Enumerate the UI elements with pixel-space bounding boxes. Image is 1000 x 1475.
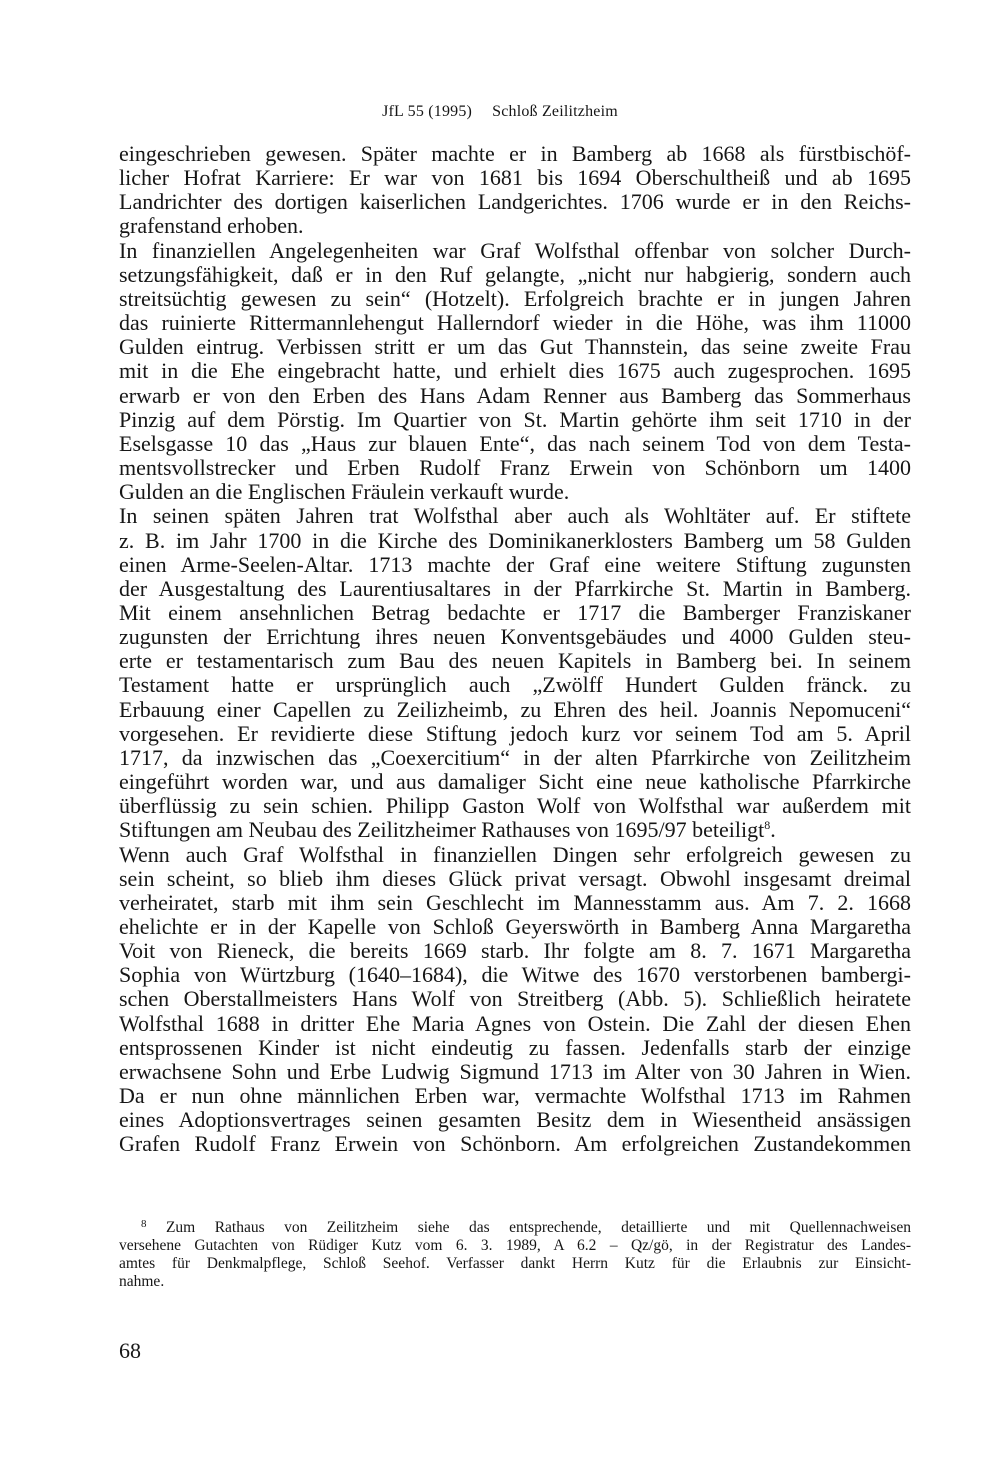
text-line: Mit einem ansehnlichen Betrag bedachte er 1717 die Bamberger Franziskaner — [119, 599, 911, 625]
text-line: Grafen Rudolf Franz Erwein von Schönborn. Am erfolgreichen Zustandekommen — [119, 1131, 911, 1157]
text-line: eingeschrieben gewesen. Später machte er in Bamberg ab 1668 als fürstbischöf- — [119, 141, 911, 166]
text-line: Stiftungen am Neubau des Zeilitzheimer Rathauses von 1695/97 beteiligt$^8$. — [119, 817, 776, 843]
footnote-line: nahme. — [119, 1273, 165, 1290]
article-title: Schloß Zeilitzheim — [492, 103, 618, 120]
text-line: sein scheint, so blieb ihm dieses Glück privat versagt. Obwohl insgesamt dreimal — [119, 865, 911, 891]
text-line: verheiratet, starb mit ihm sein Geschlecht im Mannesstamm aus. Am 7. 2. 1668 — [119, 889, 911, 915]
paragraph — [119, 504, 911, 842]
text-line: zugunsten der Errichtung ihres neuen Konventsgebäudes und 4000 Gulden steu- — [119, 624, 911, 650]
text-line: Sophia von Würtzburg (1640–1684), die Witwe des 1670 verstorbenen bambergi- — [119, 962, 911, 988]
text-line: setzungsfähigkeit, daß er in den Ruf gelangte, „nicht nur habgierig, sondern auch — [119, 261, 911, 287]
footnote-number: 8 — [141, 1218, 147, 1230]
running-header — [0, 103, 1000, 121]
footnote — [119, 1219, 911, 1291]
text-line: grafenstand erhoben. — [119, 213, 304, 239]
text-line: licher Hofrat Karriere: Er war von 1681 bis 1694 Oberschultheiß und ab 1695 — [119, 165, 911, 191]
text-line: Gulden eintrug. Verbissen stritt er um das Gut Thannstein, das seine zweite Frau — [119, 334, 911, 360]
text-line: erte er testamentarisch zum Bau des neuen Kapitels in Bamberg bei. In seinem — [119, 648, 911, 674]
text-line: streitsüchtig gewesen zu sein“ (Hotzelt). Erfolgreich brachte er in jungen Jahren — [119, 285, 911, 311]
text-line: Pinzig auf dem Pörstig. Im Quartier von St. Martin gehörte ihm seit 1710 in der — [119, 406, 911, 432]
text-line: In finanziellen Angelegenheiten war Graf Wolfsthal offenbar von solcher Durch- — [119, 237, 911, 263]
text-line: Landrichter des dortigen kaiserlichen Landgerichtes. 1706 wurde er in den Reichs- — [119, 189, 911, 215]
text-line: Da er nun ohne männlichen Erben war, vermachte Wolfsthal 1713 im Rahmen — [119, 1083, 911, 1109]
text-line: mit in die Ehe eingebracht hatte, und erhielt dies 1675 auch zugesprochen. 1695 — [119, 358, 911, 384]
text-line: z. B. im Jahr 1700 in die Kirche des Dominikanerklosters Bamberg um 58 Gulden — [119, 527, 911, 553]
text-line: Gulden an die Englischen Fräulein verkauft wurde. — [119, 479, 570, 505]
text-line: erwachsene Sohn und Erbe Ludwig Sigmund 1713 im Alter von 30 Jahren in Wien. — [119, 1058, 911, 1084]
text-line: mentsvollstrecker und Erben Rudolf Franz Erwein von Schönborn um 1400 — [119, 455, 911, 481]
text-line: Wolfsthal 1688 in dritter Ehe Maria Agnes von Ostein. Die Zahl der diesen Ehen — [119, 1010, 911, 1036]
footnote-line: versehene Gutachten von Rüdiger Kutz vom 6. 3. 1989, A 6.2 – Qz/gö, in der Registratur des Landes- — [119, 1237, 911, 1254]
text-line: Wenn auch Graf Wolfsthal in finanziellen Dingen sehr erfolgreich gewesen zu — [119, 841, 911, 867]
text-line: ehelichte er in der Kapelle von Schloß Geyerswörth in Bamberg Anna Margaretha — [119, 914, 911, 939]
footnote-line — [119, 1219, 911, 1237]
text-line: Eselsgasse 10 das „Haus zur blauen Ente“, das nach seinem Tod von dem Testa- — [119, 430, 911, 456]
text-line: eingeführt worden war, und aus damaliger Sicht eine neue katholische Pfarrkirche — [119, 769, 911, 795]
text-line: überflüssig zu sein schien. Philipp Gaston Wolf von Wolfsthal war außerdem mit — [119, 793, 911, 819]
paragraph — [119, 843, 911, 1157]
text-line: schen Oberstallmeisters Hans Wolf von Streitberg (Abb. 5). Schließlich heiratete — [119, 986, 911, 1012]
page-number: 68 — [119, 1338, 141, 1363]
text-line: vorgesehen. Er revidierte diese Stiftung jedoch kurz vor seinem Tod am 5. April — [119, 720, 911, 746]
text-line: 1717, da inzwischen das „Coexercitium“ in der alten Pfarrkirche von Zeilitzheim — [119, 744, 911, 770]
text-line: der Ausgestaltung des Laurentiusaltares in der Pfarrkirche St. Martin in Bamberg. — [119, 575, 911, 601]
text-line: In seinen späten Jahren trat Wolfsthal aber auch als Wohltäter auf. Er stiftete — [119, 503, 911, 529]
text-line: erwarb er von den Erben des Hans Adam Renner aus Bamberg das Sommerhaus — [119, 382, 911, 408]
text-line: Erbauung einer Capellen zu Zeilizheimb, zu Ehren des heil. Joannis Nepomuceni“ — [119, 696, 911, 722]
footnote-text: Zum Rathaus von Zeilitzheim siehe das entsprechende, detaillierte und mit Quellennachweisen — [165, 1219, 912, 1236]
footnote-line: amtes für Denkmalpflege, Schloß Seehof. Verfasser dankt Herrn Kutz für die Erlaubnis zur Einsicht- — [119, 1255, 911, 1272]
paragraph — [119, 239, 911, 505]
body-text — [119, 142, 911, 1157]
text-line: Testament hatte er ursprünglich auch „Zwölff Hundert Gulden fränck. zu — [119, 672, 911, 698]
text-line: entsprossenen Kinder ist nicht eindeutig zu fassen. Jedenfalls starb der einzige — [119, 1034, 911, 1060]
text-line: eines Adoptionsvertrages seinen gesamten Besitz dem in Wiesentheid ansässigen — [119, 1107, 911, 1133]
text-line: Voit von Rieneck, die bereits 1669 starb. Ihr folgte am 8. 7. 1671 Margaretha — [119, 938, 911, 964]
footnote-reference[interactable]: 8 — [764, 818, 771, 833]
journal-reference: JfL 55 (1995) — [382, 103, 473, 120]
paragraph — [119, 142, 911, 239]
text-line: das ruinierte Rittermannlehengut Hallerndorf wieder in die Höhe, was ihm 11000 — [119, 310, 911, 336]
text-line: einen Arme-Seelen-Altar. 1713 machte der Graf eine weitere Stiftung zugunsten — [119, 551, 911, 577]
